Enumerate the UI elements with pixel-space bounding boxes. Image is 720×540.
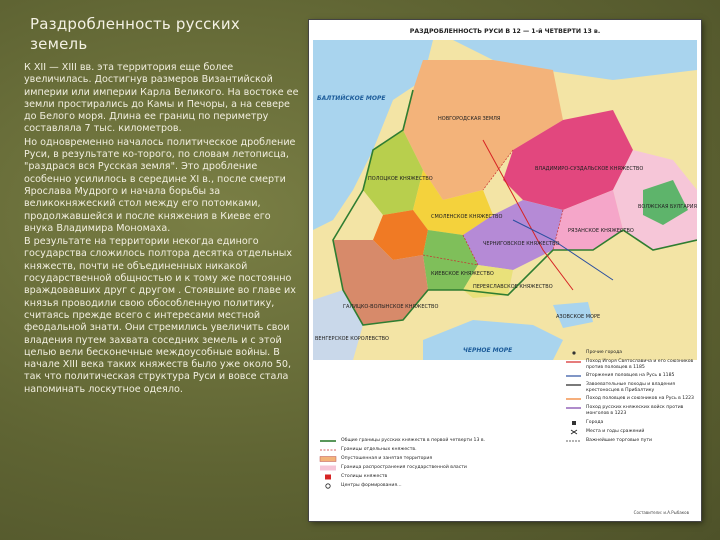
legend-item: Важнейшие торговые пути: [565, 438, 697, 444]
battle-icon: [565, 429, 583, 435]
paragraph-1: К XII — XIII вв. эта территория еще более увеличилась. Достигнув размеров Византийской империи или империи Карла Великого. На востоке ее земли простирались до Камы и Печоры, а на севере до Белого моря. Длина ее границ по периметру составляла 7 тыс. километров.: [24, 62, 299, 135]
capital-icon: [319, 474, 337, 480]
map-label-vladimir: ВЛАДИМИРО-СУЗДАЛЬСКОЕ КНЯЖЕСТВО: [535, 166, 644, 172]
legend-item: Города: [565, 420, 697, 426]
map-label-baltic: БАЛТИЙСКОЕ МОРЕ: [317, 95, 386, 102]
paragraph-2: Но одновременно началось политическое дробление Руси, в результате ко-торого, по словам летописца, "раздрася вся Русская земля". Это дробление особенно усилилось в середине XI в., после смерти Ярослава Мудрого и начала борьбы за великокняжеский стол между его потомками, продолжавшейся и после княжения в Киеве его внука Владимира Мономаха.: [24, 136, 296, 234]
text-column: [22, 14, 302, 534]
legend-item: Столицы княжеств: [319, 474, 691, 480]
legend-item: Поход половцев и союзников на Русь в 1223: [565, 396, 697, 402]
legend-item: Завоевательные походы и владения крестоносцев в Прибалтику: [565, 382, 697, 393]
map-title: РАЗДРОБЛЕННОСТЬ РУСИ В 12 — 1-й ЧЕТВЕРТИ 13 в.: [409, 28, 601, 35]
legend-item: Центры формирования...: [319, 483, 691, 489]
red-border-icon: [319, 447, 337, 453]
dot-icon: [565, 350, 583, 356]
map-image: [309, 20, 701, 521]
legend-item: Поход Игоря Святославича и его союзников против половцев в 1185: [565, 359, 697, 370]
map-credit: Составители: и.А.Рыбаков: [633, 510, 689, 515]
legend-item: Прочие города: [565, 350, 697, 356]
purple-arrow-icon: [565, 405, 583, 411]
legend-item: Границы отдельных княжеств.: [319, 447, 691, 453]
legend-item: Общие границы русских княжеств в первой четверти 13 в.: [319, 438, 691, 444]
map-label-ryazan: РЯЗАНСКОЕ КНЯЖЕСТВО: [568, 228, 634, 234]
map-drawing: [313, 40, 697, 360]
map-label-bulgaria: ВОЛЖСКАЯ БУЛГАРИЯ: [638, 204, 697, 210]
legend-item: Граница распространения государственной власти: [319, 465, 691, 471]
page-title: Раздробленность русских земель: [30, 15, 240, 53]
paragraph-3: В результате на территории некогда единого государства сложилось полтора десятка отдельных княжеств, почти не объединенных никакой государственной общностью и к тому же постоянно враждовавших друг с другом . Стоявшие во главе их князья проводили свою обособленную политику, считаясь прежде всего с интересами местной феодальной знати. Они стремились увеличить свои владения путем захвата соседних земель и с этой целью вели бесконечные междоусобные войны. В начале XIII века таких княжеств было уже около 50, так что политическая структура Руси и вовсе стала напоминать лоскутное одеяло.: [24, 236, 296, 395]
legend-item: Места и годы сражений: [565, 429, 697, 435]
map-label-chernigov: ЧЕРНИГОВСКОЕ КНЯЖЕСТВО: [483, 241, 560, 247]
legend-item: Опустошенная и занятая территория: [319, 456, 691, 462]
map-label-black-sea: ЧЕРНОЕ МОРЕ: [463, 347, 513, 354]
body-text: [24, 62, 302, 396]
legend-right: [565, 350, 697, 447]
legend-bottom: [319, 438, 691, 492]
map-label-novgorod: НОВГОРОДСКАЯ ЗЕМЛЯ: [438, 116, 501, 122]
legend-item: Вторжения половцев на Русь в 1185: [565, 373, 697, 379]
square-icon: [565, 420, 583, 426]
map-label-hungary: ВЕНГЕРСКОЕ КОРОЛЕВСТВО: [315, 336, 389, 342]
orange-arrow-icon: [565, 396, 583, 402]
map-label-polotsk: ПОЛОЦКОЕ КНЯЖЕСТВО: [368, 176, 433, 182]
map-label-azov: АЗОВСКОЕ МОРЕ: [556, 314, 601, 320]
green-border-icon: [319, 438, 337, 444]
blue-arrow-icon: [565, 373, 583, 379]
map-label-galich: ГАЛИЦКО-ВОЛЫНСКОЕ КНЯЖЕСТВО: [343, 304, 439, 310]
legend-item: Поход русских княжеских войск против монголов в 1223: [565, 405, 697, 416]
map-label-kiev: КИЕВСКОЕ КНЯЖЕСТВО: [431, 271, 494, 277]
map-label-smolensk: СМОЛЕНСКОЕ КНЯЖЕСТВО: [431, 214, 503, 220]
map-label-pereyaslavl: ПЕРЕЯСЛАВСКОЕ КНЯЖЕСТВО: [473, 284, 553, 290]
hatched-area-icon: [319, 456, 337, 462]
black-arrow-icon: [565, 382, 583, 388]
center-icon: [319, 483, 337, 489]
pink-area-icon: [319, 465, 337, 471]
red-arrow-icon: [565, 359, 583, 365]
